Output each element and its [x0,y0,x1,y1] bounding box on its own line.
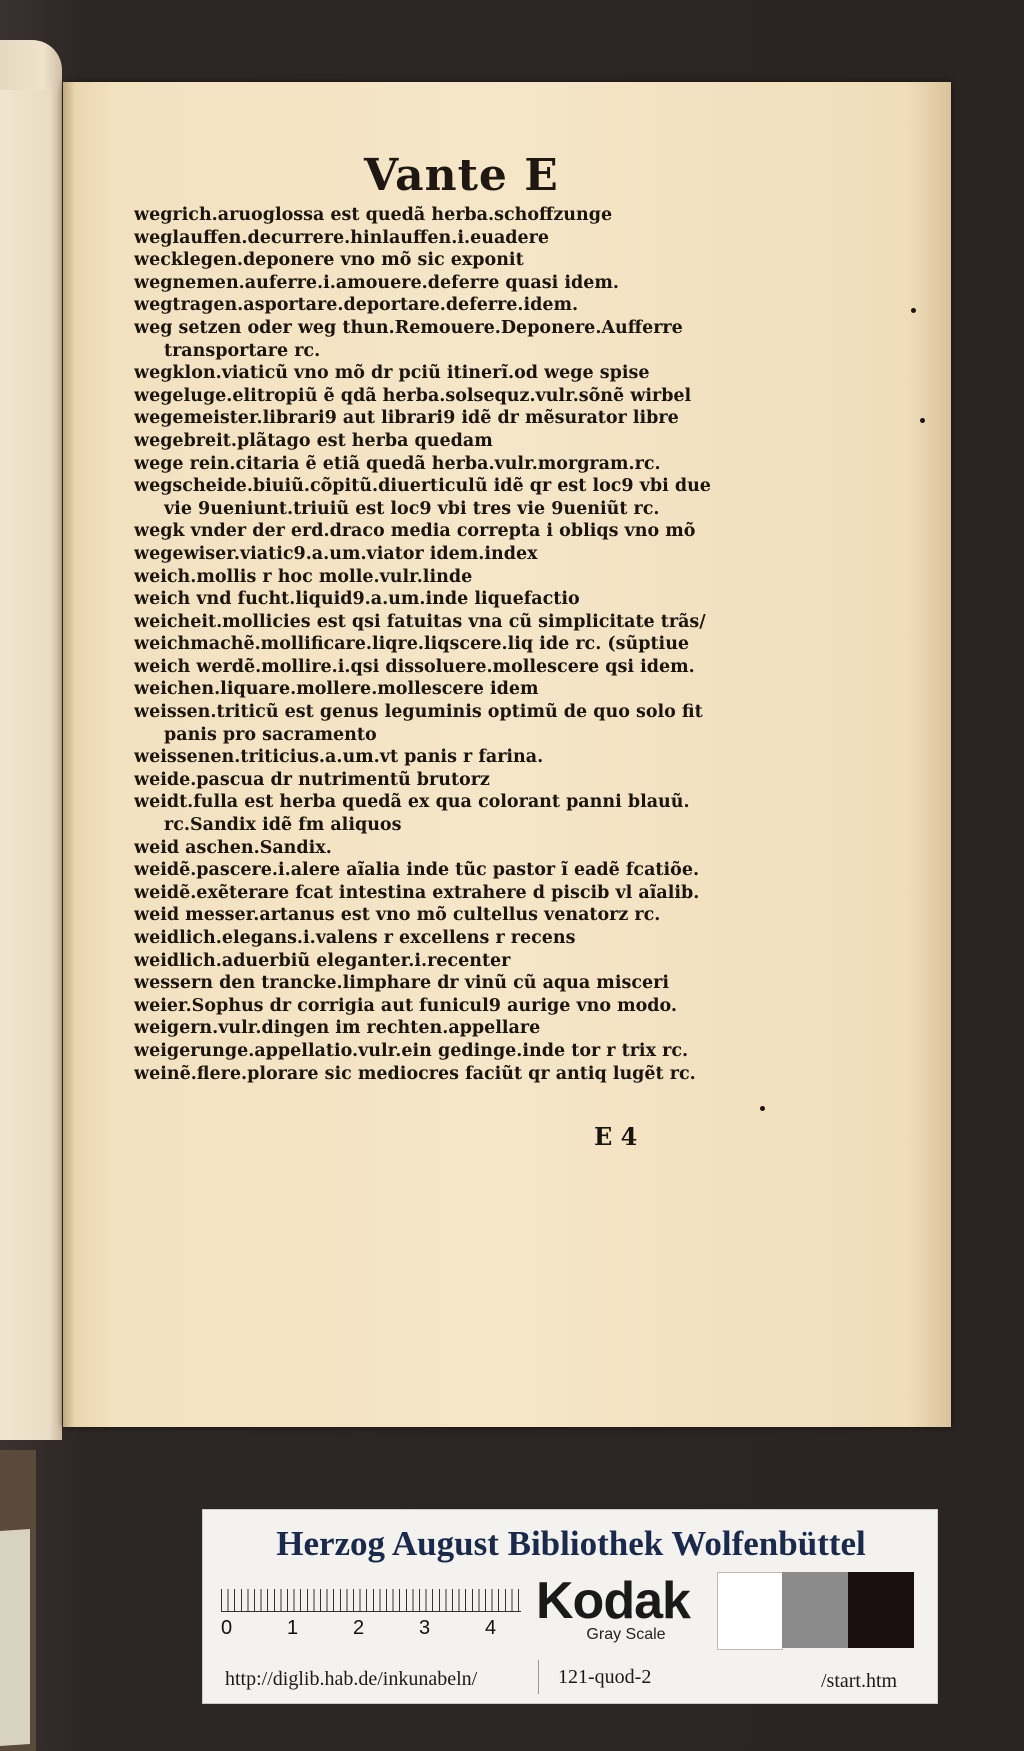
ink-speck [911,308,916,313]
text-line: weigerunge.appellatio.vulr.ein gedinge.inde tor r trix rc. [134,1040,689,1061]
facing-page-curl [0,90,62,1440]
ruler-scale [221,1575,521,1612]
text-line: wegk vnder der erd.draco media correpta i obliqs vno mõ [134,521,696,542]
text-line: weglauffen.decurrere.hinlauffen.i.euadere [134,227,550,248]
text-line: weichmachẽ.mollificare.liqre.liqscere.liq ide rc. (sũptiue [134,634,690,655]
text-line: panis pro sacramento [164,724,377,745]
ruler-number: 4 [485,1617,497,1639]
ruler-number: 1 [287,1617,299,1639]
text-line: wessern den trancke.limphare dr vinũ cũ aqua misceri [134,973,669,994]
text-line: weinẽ.flere.plorare sic mediocres faciũt qr antiq lugẽt rc. [134,1063,696,1084]
url-suffix: /start.htm [821,1670,898,1692]
text-line: weier.Sophus dr corrigia aut funicul9 aurige vno modo. [134,995,677,1016]
black-patch [848,1572,914,1648]
text-line: weg setzen oder weg thun.Remouere.Deponere.Aufferre [134,317,683,338]
text-line: wegeluge.elitropiũ ẽ qdã herba.solsequz.vulr.sõnẽ wirbel [134,385,692,406]
text-line: weich werdẽ.mollire.i.qsi dissoluere.mollescere qsi idem. [134,656,695,677]
text-line: wegtragen.asportare.deportare.deferre.idem. [134,295,579,316]
text-line: wegrich.aruoglossa est quedã herba.schoffzunge [134,205,613,225]
text-line: weidt.fulla est herba quedã ex qua colorant panni blauũ. [134,792,690,813]
library-name: Herzog August Bibliothek Wolfenbüttel [276,1524,866,1563]
ruler-number: 2 [353,1617,365,1639]
text-line: wegewiser.viatic9.a.um.viator idem.index [134,543,538,564]
url-row [203,1656,937,1700]
text-line: weissen.triticũ est genus leguminis optimũ de quo solo fit [134,702,703,723]
url-prefix: http://diglib.hab.de/inkunabeln/ [225,1668,478,1690]
gray-scale-label: Gray Scale [586,1626,666,1643]
facing-page-edge [0,40,62,1440]
text-line: weidẽ.exẽterare fcat intestina extrahere d piscib vl aĩalib. [134,882,700,903]
text-line: wegklon.viaticũ vno mõ dr pciũ itinerĩ.od wege spise [134,363,650,384]
ink-speck [760,1106,765,1111]
text-line: rc.Sandix idẽ fm aliquos [164,815,402,836]
page-heading: Vante E [364,150,559,201]
text-line: weide.pascua dr nutrimentũ brutorz [134,769,490,790]
text-line: weicheit.mollicies est qsi fatuitas vna cũ simplicitate trãs/ [134,611,706,632]
text-line: weid aschen.Sandix. [134,837,332,858]
text-line: weissenen.triticius.a.um.vt panis r farina. [134,747,544,768]
text-line: weigern.vulr.dingen im rechten.appellare [134,1018,541,1039]
text-line: weid messer.artanus est vno mõ cultellus venatorz rc. [134,905,661,926]
signature-mark: E 4 [594,1122,638,1151]
text-line: transportare rc. [164,340,321,361]
label-card [0,1529,30,1746]
text-line: weidẽ.pascere.i.alere aĩalia inde tũc pastor ĩ eadẽ fcatiõe. [134,860,700,881]
text-line: weich vnd fucht.liquid9.a.um.inde liquefactio [134,589,580,610]
text-line: wegscheide.biuiũ.cõpitũ.diuerticulũ idẽ qr est loc9 vbi due [134,476,711,497]
text-line: weich.mollis r hoc molle.vulr.linde [134,566,473,587]
shelfmark: 121-quod-2 [558,1666,652,1688]
text-line: wegemeister.librari9 aut librari9 idẽ dr mẽsurator libre [134,408,679,429]
text-line: wegnemen.auferre.i.amouere.deferre quasi idem. [134,272,619,293]
dictionary-text [134,204,934,1085]
ruler-number: 3 [419,1617,431,1639]
url-divider [538,1660,539,1694]
text-line: vie 9ueniunt.triuiũ est loc9 vbi tres vie 9ueniũt rc. [164,498,660,519]
white-patch [717,1572,783,1650]
color-target [202,1509,938,1704]
ruler-number: 0 [221,1617,233,1639]
text-line: weidlich.aduerbiũ eleganter.i.recenter [134,950,511,971]
ink-speck [920,418,925,423]
gray-patch [782,1572,848,1648]
text-line: wege rein.citaria ẽ etiã quedã herba.vulr.morgram.rc. [134,453,661,474]
page-gutter-shadow [63,82,75,1427]
kodak-logo: Kodak [536,1572,690,1630]
text-line: weidlich.elegans.i.valens r excellens r recens [134,928,576,948]
text-line: wecklegen.deponere vno mõ sic exponit [134,250,524,271]
text-line: weichen.liquare.mollere.mollescere idem [134,679,539,700]
text-line: wegebreit.plãtago est herba quedam [134,430,493,451]
